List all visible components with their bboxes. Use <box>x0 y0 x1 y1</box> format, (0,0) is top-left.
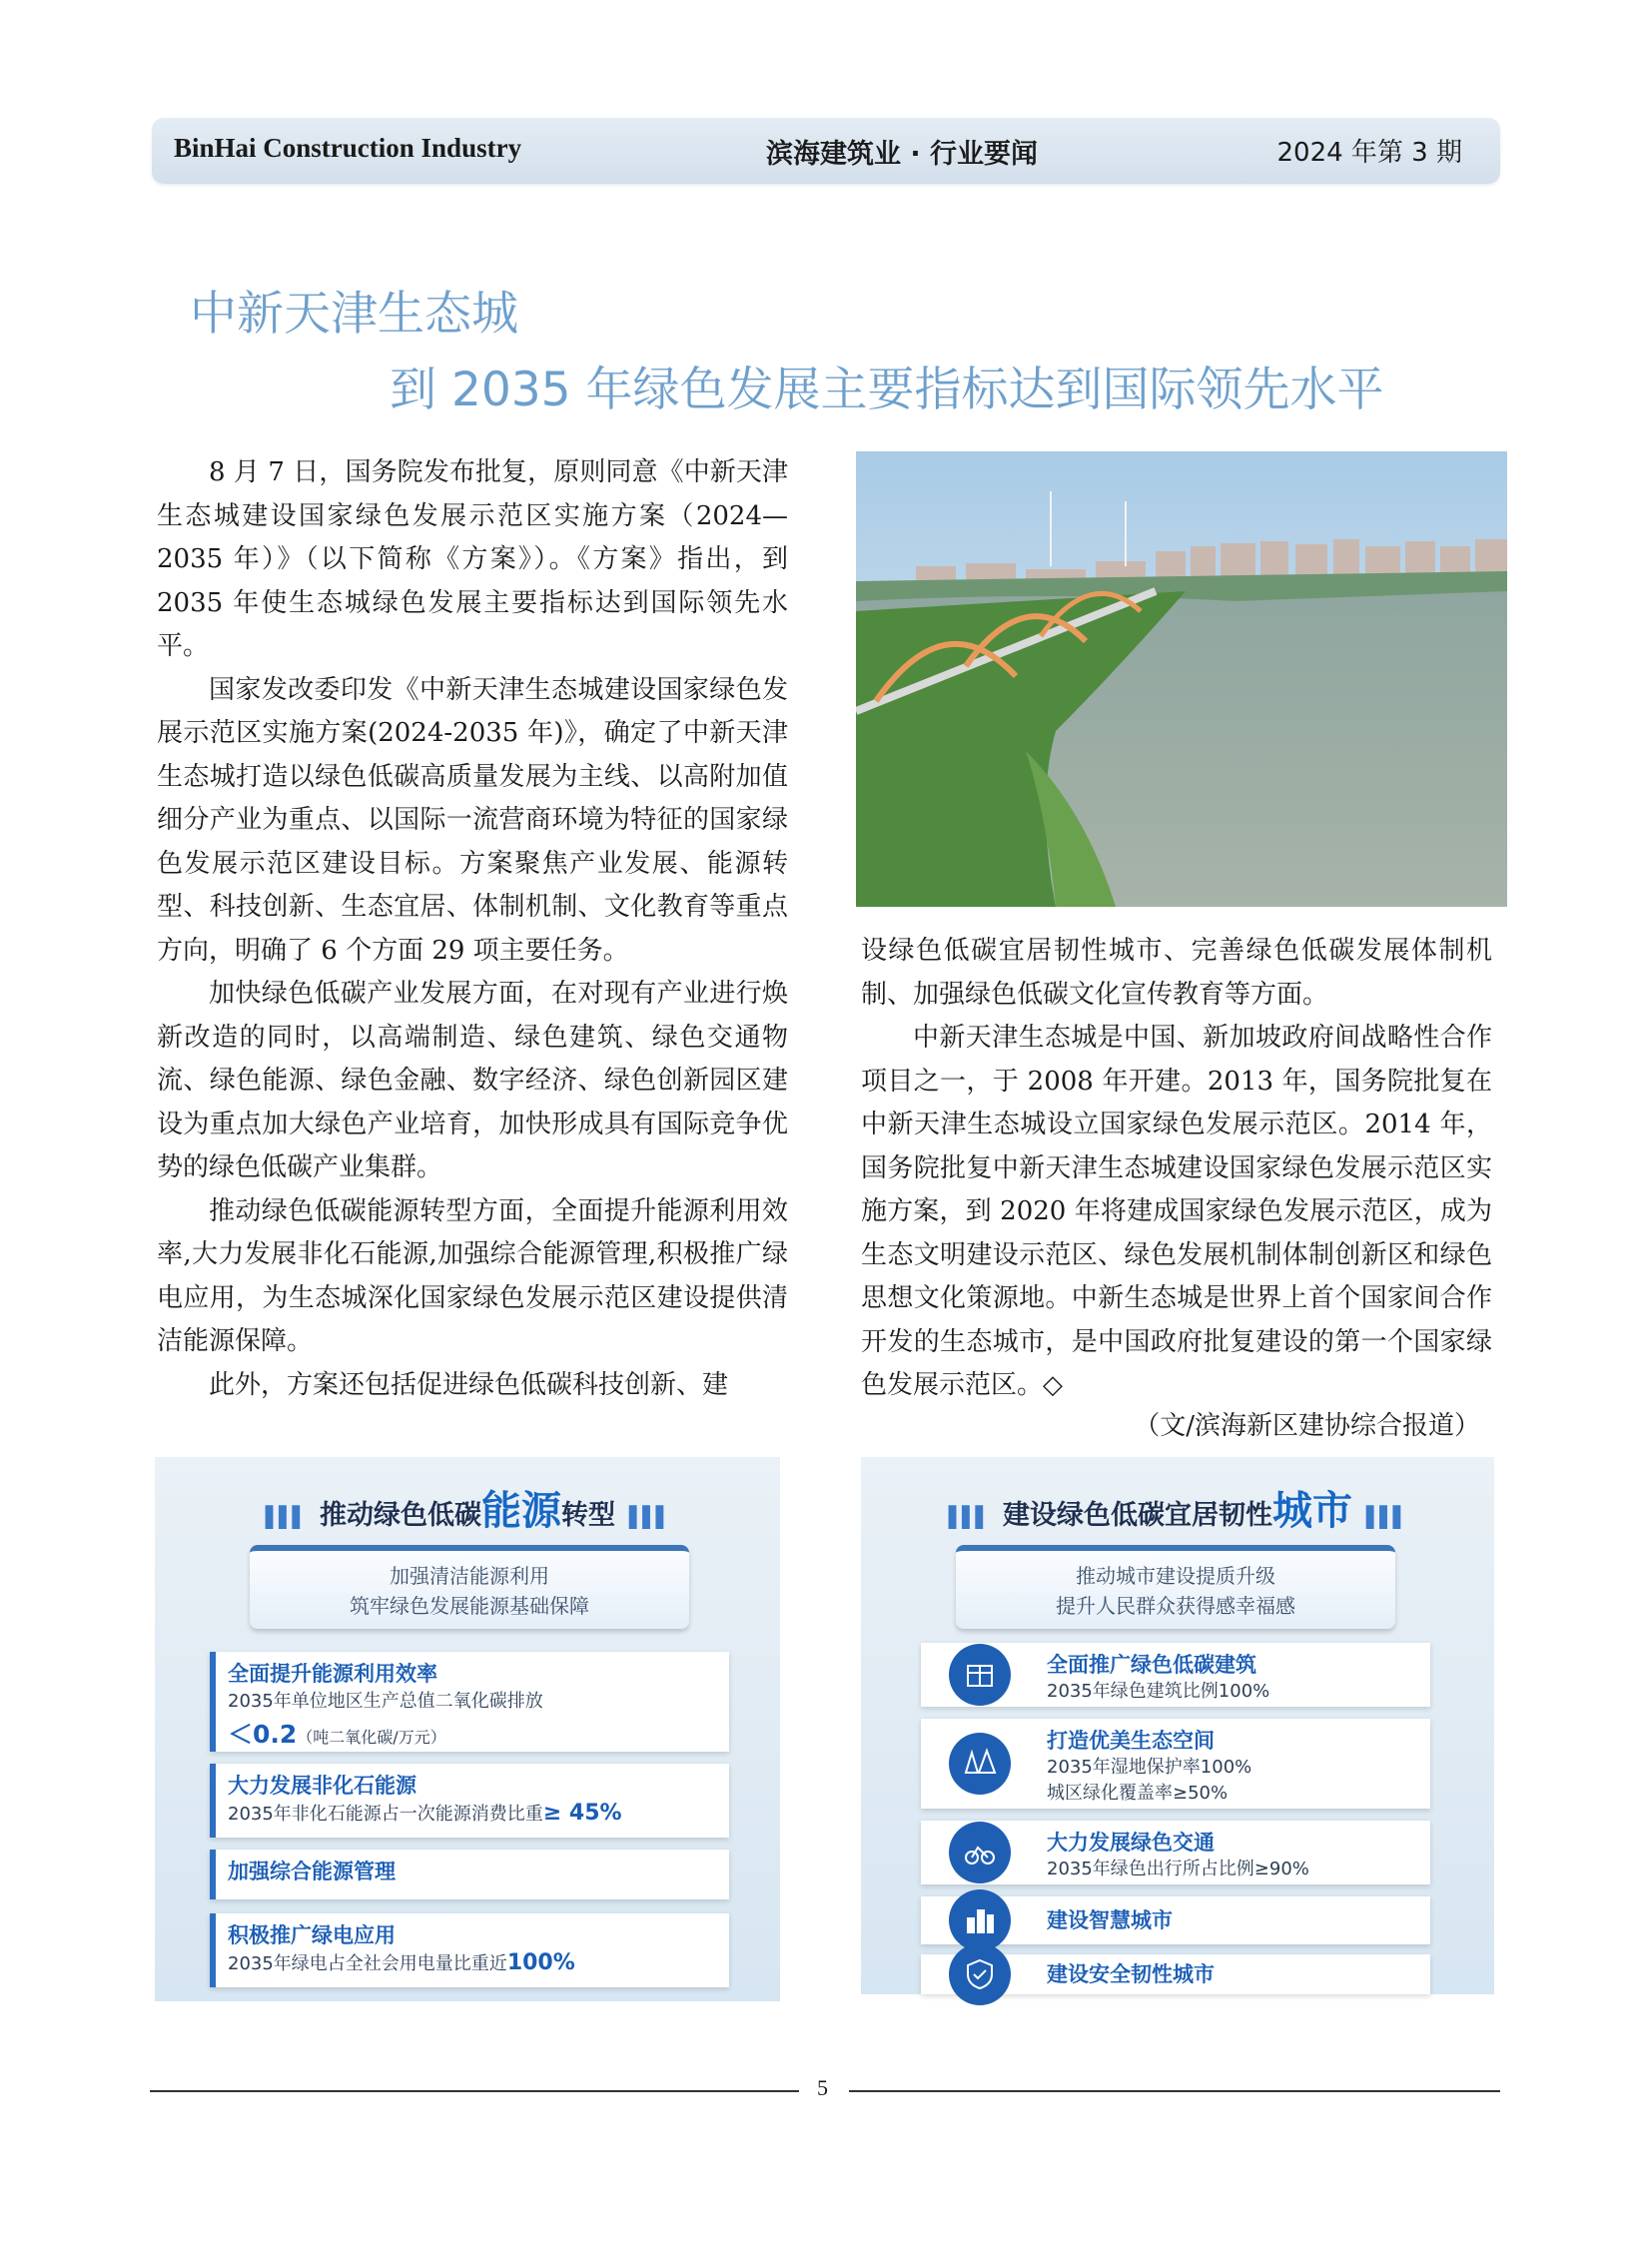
infographic-subtitle <box>956 1545 1395 1629</box>
footer-rule-left <box>150 2090 799 2092</box>
title-highlight: 能源 <box>481 1488 561 1534</box>
paragraph: 推动绿色低碳能源转型方面，全面提升能源利用效率,大力发展非化石能源,加强综合能源管理,积极推广绿电应用，为生态城深化国家绿色发展示范区建设提供清洁能源保障。 <box>157 1195 788 1356</box>
energy-card-nonfossil <box>210 1764 729 1838</box>
journal-section: 滨海建筑业 · 行业要闻 <box>766 139 1039 170</box>
issue-number: 2024 年第 3 期 <box>1276 138 1462 168</box>
city-card-resilient-city <box>921 1954 1430 1994</box>
energy-card-efficiency <box>210 1652 729 1752</box>
trees-icon <box>949 1733 1011 1795</box>
card-text: 2035年绿色建筑比例100% <box>1047 1681 1270 1702</box>
infographic-title <box>861 1479 1494 1536</box>
city-skyline-icon <box>949 1889 1011 1951</box>
running-header <box>152 118 1500 184</box>
card-heading: 加强综合能源管理 <box>228 1860 396 1883</box>
bicycle-icon <box>949 1822 1011 1883</box>
city-card-eco-space <box>921 1719 1430 1809</box>
article-title-line2: 到 2035 年绿色发展主要指标达到国际领先水平 <box>390 363 1384 417</box>
bridge-aerial-photo <box>856 451 1507 907</box>
decor-bars-icon: ▌▌▌ <box>948 1505 989 1529</box>
building-icon <box>949 1644 1011 1706</box>
photo-illustration <box>856 451 1507 907</box>
shield-icon <box>949 1943 1011 2005</box>
card-text: 2035年单位地区生产总值二氧化碳排放 <box>228 1691 543 1712</box>
subtitle-line: 提升人民群众获得感幸福感 <box>1056 1594 1295 1618</box>
footer-rule-right <box>849 2090 1500 2092</box>
card-heading: 打造优美生态空间 <box>1047 1729 1215 1753</box>
city-card-smart-city <box>921 1896 1430 1944</box>
paragraph: 国家发改委印发《中新天津生态城建设国家绿色发展示范区实施方案(2024-2035 年)》，确定了中新天津生态城打造以绿色低碳高质量发展为主线、以高附加值细分产业为重点、以国际一流营商环境为特征的国家绿色发展示范区建设目标。方案聚焦产业发展、能源转型、科技创新、生态宜居、体制机制、文化教育等重点方向，明确了 6 个方面 29 项主要任务。 <box>157 674 788 966</box>
paragraph: 此外，方案还包括促进绿色低碳科技创新、建 <box>209 1369 729 1400</box>
card-value: ＜0.2 <box>228 1720 298 1749</box>
subtitle-line: 筑牢绿色发展能源基础保障 <box>350 1594 589 1618</box>
title-highlight: 城市 <box>1272 1488 1352 1534</box>
paragraph: 8 月 7 日，国务院发布批复，原则同意《中新天津生态城建设国家绿色发展示范区实施方案（2024—2035 年）》（以下简称《方案》）。《方案》指出，到 2035 年使生态城绿色发展主要指标达到国际领先水平。 <box>157 457 788 661</box>
card-heading: 全面提升能源利用效率 <box>228 1662 437 1686</box>
card-heading: 大力发展绿色交通 <box>1047 1831 1215 1855</box>
paragraph-continuation: 设绿色低碳宜居韧性城市、完善绿色低碳发展体制机制、加强绿色低碳文化宣传教育等方面。 <box>861 936 1492 1010</box>
subtitle-line: 加强清洁能源利用 <box>390 1564 549 1588</box>
decor-bars-icon: ▌▌▌ <box>1366 1505 1407 1529</box>
card-text: 2035年绿色出行所占比例≥90% <box>1047 1859 1309 1879</box>
card-text: 2035年湿地保护率100% <box>1047 1757 1252 1778</box>
card-heading: 建设智慧城市 <box>1047 1908 1173 1932</box>
city-card-green-building <box>921 1643 1430 1707</box>
infographic-subtitle <box>250 1545 689 1629</box>
card-heading: 积极推广绿电应用 <box>228 1923 396 1947</box>
left-text-column <box>157 451 788 1407</box>
right-text-column <box>861 930 1492 1408</box>
article-title-line1: 中新天津生态城 <box>190 287 518 342</box>
card-unit: （吨二氧化碳/万元） <box>297 1728 446 1747</box>
card-text: 2035年非化石能源占一次能源消费比重 <box>228 1804 543 1825</box>
card-value: ≥ 45% <box>542 1801 622 1826</box>
energy-card-green-power <box>210 1913 729 1987</box>
card-heading: 全面推广绿色低碳建筑 <box>1047 1653 1256 1677</box>
infographic-title <box>155 1479 780 1536</box>
card-value: 100% <box>506 1950 575 1975</box>
energy-infographic <box>155 1457 780 2001</box>
journal-name-en: BinHai Construction Industry <box>174 133 522 163</box>
byline: （文/滨海新区建协综合报道） <box>1134 1411 1480 1441</box>
card-text: 城区绿化覆盖率≥50% <box>1047 1783 1229 1804</box>
card-text: 2035年绿电占全社会用电量比重近 <box>228 1953 507 1974</box>
decor-bars-icon: ▌▌▌ <box>265 1505 306 1529</box>
city-card-green-traffic <box>921 1821 1430 1884</box>
city-infographic <box>861 1457 1494 1994</box>
paragraph: 中新天津生态城是中国、新加坡政府间战略性合作项目之一，于 2008 年开建。2013 年，国务院批复在中新天津生态城设立国家绿色发展示范区。2014 年，国务院批复中新天津生态城建设国家绿色发展示范区实施方案，到 2020 年将建成国家绿色发展示范区，成为生态文明建设示范区、绿色发展机制体制创新区和绿色思想文化策源地。中新生态城是世界上首个国家间合作开发的生态城市，是中国政府批复建设的第一个国家绿色发展示范区。◇ <box>861 1023 1492 1400</box>
card-heading: 大力发展非化石能源 <box>228 1774 416 1798</box>
card-heading: 建设安全韧性城市 <box>1047 1962 1215 1986</box>
paragraph: 加快绿色低碳产业发展方面，在对现有产业进行焕新改造的同时，以高端制造、绿色建筑、绿色交通物流、绿色能源、绿色金融、数字经济、绿色创新园区建设为重点加大绿色产业培育，加快形成具有国际竞争优势的绿色低碳产业集群。 <box>157 979 788 1182</box>
title-text: 转型 <box>561 1500 615 1531</box>
subtitle-line: 推动城市建设提质升级 <box>1076 1564 1275 1588</box>
page-number: 5 <box>817 2075 828 2100</box>
title-text: 推动绿色低碳 <box>320 1500 481 1531</box>
energy-card-management <box>210 1850 729 1899</box>
decor-bars-icon: ▌▌▌ <box>629 1505 670 1529</box>
title-text: 建设绿色低碳宜居韧性 <box>1003 1500 1272 1531</box>
